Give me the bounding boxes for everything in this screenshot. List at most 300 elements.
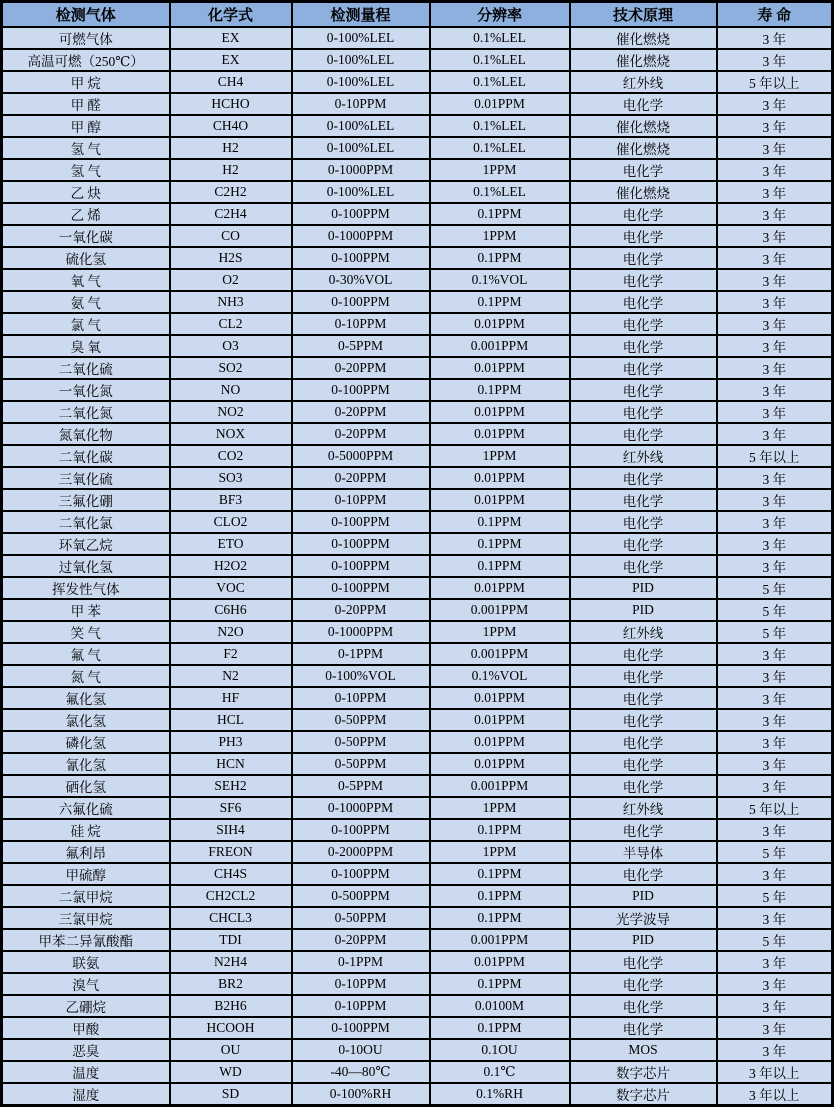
gas-cell: 氰化氢	[2, 753, 170, 775]
life-cell: 3 年	[717, 401, 833, 423]
table-row	[2, 709, 833, 731]
gas-cell: 湿度	[2, 1083, 170, 1106]
range-cell: 0-2000PPM	[292, 841, 430, 863]
principle-cell: 电化学	[570, 401, 717, 423]
life-cell: 3 年	[717, 819, 833, 841]
formula-cell: CLO2	[170, 511, 292, 533]
range-cell: 0-100%LEL	[292, 181, 430, 203]
principle-cell: 红外线	[570, 71, 717, 93]
life-cell: 3 年	[717, 357, 833, 379]
resolution-cell: 0.001PPM	[430, 599, 570, 621]
gas-cell: 甲酸	[2, 1017, 170, 1039]
formula-cell: CH4S	[170, 863, 292, 885]
life-cell: 5 年以上	[717, 71, 833, 93]
resolution-cell: 0.001PPM	[430, 643, 570, 665]
gas-cell: 六氟化硫	[2, 797, 170, 819]
range-cell: 0-100PPM	[292, 379, 430, 401]
table-row	[2, 753, 833, 775]
principle-cell: 电化学	[570, 379, 717, 401]
formula-cell: ETO	[170, 533, 292, 555]
principle-cell: 光学波导	[570, 907, 717, 929]
principle-cell: 红外线	[570, 445, 717, 467]
range-cell: 0-100PPM	[292, 555, 430, 577]
range-cell: 0-20PPM	[292, 599, 430, 621]
range-cell: 0-100PPM	[292, 291, 430, 313]
principle-cell: PID	[570, 599, 717, 621]
principle-cell: 催化燃烧	[570, 49, 717, 71]
table-row	[2, 577, 833, 599]
column-header-formula: 化学式	[170, 2, 292, 28]
table-row	[2, 401, 833, 423]
principle-cell: 电化学	[570, 665, 717, 687]
table-row	[2, 159, 833, 181]
principle-cell: PID	[570, 929, 717, 951]
column-header-range: 检测量程	[292, 2, 430, 28]
life-cell: 5 年	[717, 841, 833, 863]
resolution-cell: 0.1℃	[430, 1061, 570, 1083]
resolution-cell: 0.1PPM	[430, 863, 570, 885]
formula-cell: HCOOH	[170, 1017, 292, 1039]
principle-cell: 电化学	[570, 533, 717, 555]
gas-cell: 甲 醛	[2, 93, 170, 115]
principle-cell: MOS	[570, 1039, 717, 1061]
range-cell: 0-1000PPM	[292, 159, 430, 181]
gas-cell: 一氧化碳	[2, 225, 170, 247]
range-cell: 0-100PPM	[292, 863, 430, 885]
formula-cell: NH3	[170, 291, 292, 313]
table-row	[2, 1017, 833, 1039]
table-row	[2, 643, 833, 665]
principle-cell: 电化学	[570, 973, 717, 995]
life-cell: 3 年	[717, 665, 833, 687]
table-row	[2, 335, 833, 357]
gas-cell: 二氧化碳	[2, 445, 170, 467]
life-cell: 3 年	[717, 1039, 833, 1061]
resolution-cell: 0.01PPM	[430, 357, 570, 379]
life-cell: 3 年	[717, 753, 833, 775]
gas-cell: 氟 气	[2, 643, 170, 665]
gas-cell: 挥发性气体	[2, 577, 170, 599]
resolution-cell: 0.1PPM	[430, 379, 570, 401]
table-row	[2, 973, 833, 995]
range-cell: 0-1000PPM	[292, 797, 430, 819]
gas-cell: 二氧化氯	[2, 511, 170, 533]
table-row	[2, 445, 833, 467]
range-cell: 0-5PPM	[292, 775, 430, 797]
table-row	[2, 621, 833, 643]
resolution-cell: 1PPM	[430, 841, 570, 863]
gas-cell: 氟利昂	[2, 841, 170, 863]
principle-cell: 电化学	[570, 313, 717, 335]
resolution-cell: 0.01PPM	[430, 93, 570, 115]
resolution-cell: 0.1PPM	[430, 291, 570, 313]
range-cell: 0-100PPM	[292, 577, 430, 599]
formula-cell: O2	[170, 269, 292, 291]
gas-cell: 氯化氢	[2, 709, 170, 731]
life-cell: 3 年	[717, 181, 833, 203]
life-cell: 3 年	[717, 423, 833, 445]
resolution-cell: 0.001PPM	[430, 929, 570, 951]
principle-cell: 电化学	[570, 555, 717, 577]
table-row	[2, 71, 833, 93]
range-cell: 0-10PPM	[292, 973, 430, 995]
table-row	[2, 1083, 833, 1106]
formula-cell: CL2	[170, 313, 292, 335]
resolution-cell: 0.1%VOL	[430, 665, 570, 687]
resolution-cell: 0.0100M	[430, 995, 570, 1017]
formula-cell: CHCL3	[170, 907, 292, 929]
gas-cell: 三氧化硫	[2, 467, 170, 489]
gas-cell: 笑 气	[2, 621, 170, 643]
table-row	[2, 379, 833, 401]
range-cell: 0-50PPM	[292, 753, 430, 775]
range-cell: 0-50PPM	[292, 907, 430, 929]
principle-cell: 红外线	[570, 621, 717, 643]
gas-cell: 硒化氢	[2, 775, 170, 797]
formula-cell: N2O	[170, 621, 292, 643]
formula-cell: SD	[170, 1083, 292, 1106]
formula-cell: WD	[170, 1061, 292, 1083]
life-cell: 3 年	[717, 995, 833, 1017]
life-cell: 5 年	[717, 599, 833, 621]
formula-cell: HCN	[170, 753, 292, 775]
table-row	[2, 1061, 833, 1083]
formula-cell: TDI	[170, 929, 292, 951]
range-cell: 0-100%LEL	[292, 27, 430, 49]
gas-cell: 三氯甲烷	[2, 907, 170, 929]
resolution-cell: 0.1%LEL	[430, 181, 570, 203]
table-row	[2, 467, 833, 489]
resolution-cell: 0.1PPM	[430, 511, 570, 533]
life-cell: 3 年	[717, 973, 833, 995]
principle-cell: 电化学	[570, 643, 717, 665]
life-cell: 3 年	[717, 1017, 833, 1039]
formula-cell: OU	[170, 1039, 292, 1061]
resolution-cell: 1PPM	[430, 621, 570, 643]
gas-cell: 恶臭	[2, 1039, 170, 1061]
table-row	[2, 511, 833, 533]
table-body	[2, 27, 833, 1106]
formula-cell: F2	[170, 643, 292, 665]
formula-cell: CO	[170, 225, 292, 247]
resolution-cell: 0.01PPM	[430, 489, 570, 511]
principle-cell: 电化学	[570, 489, 717, 511]
gas-cell: 甲苯二异氰酸酯	[2, 929, 170, 951]
resolution-cell: 0.1%LEL	[430, 137, 570, 159]
principle-cell: 数字芯片	[570, 1061, 717, 1083]
range-cell: 0-10PPM	[292, 489, 430, 511]
resolution-cell: 0.1PPM	[430, 533, 570, 555]
life-cell: 3 年以上	[717, 1083, 833, 1106]
range-cell: 0-1PPM	[292, 951, 430, 973]
life-cell: 3 年	[717, 907, 833, 929]
table-row	[2, 225, 833, 247]
formula-cell: H2	[170, 137, 292, 159]
gas-cell: 乙 炔	[2, 181, 170, 203]
formula-cell: C2H4	[170, 203, 292, 225]
gas-cell: 甲 烷	[2, 71, 170, 93]
life-cell: 3 年	[717, 313, 833, 335]
gas-cell: 氮氧化物	[2, 423, 170, 445]
formula-cell: FREON	[170, 841, 292, 863]
range-cell: 0-100PPM	[292, 533, 430, 555]
life-cell: 3 年	[717, 863, 833, 885]
table-row	[2, 775, 833, 797]
principle-cell: 电化学	[570, 269, 717, 291]
table-row	[2, 929, 833, 951]
resolution-cell: 0.01PPM	[430, 577, 570, 599]
table-row	[2, 247, 833, 269]
range-cell: 0-100%LEL	[292, 137, 430, 159]
life-cell: 3 年	[717, 335, 833, 357]
principle-cell: 电化学	[570, 995, 717, 1017]
principle-cell: 电化学	[570, 775, 717, 797]
formula-cell: O3	[170, 335, 292, 357]
formula-cell: H2O2	[170, 555, 292, 577]
life-cell: 3 年	[717, 49, 833, 71]
table-row	[2, 181, 833, 203]
life-cell: 3 年	[717, 555, 833, 577]
formula-cell: N2H4	[170, 951, 292, 973]
resolution-cell: 0.01PPM	[430, 467, 570, 489]
principle-cell: 电化学	[570, 335, 717, 357]
range-cell: 0-100PPM	[292, 511, 430, 533]
table-row	[2, 423, 833, 445]
range-cell: 0-10OU	[292, 1039, 430, 1061]
life-cell: 3 年	[717, 775, 833, 797]
gas-cell: 环氧乙烷	[2, 533, 170, 555]
life-cell: 3 年	[717, 225, 833, 247]
life-cell: 3 年	[717, 643, 833, 665]
life-cell: 3 年以上	[717, 1061, 833, 1083]
table-row	[2, 555, 833, 577]
life-cell: 5 年以上	[717, 797, 833, 819]
table-row	[2, 533, 833, 555]
formula-cell: VOC	[170, 577, 292, 599]
life-cell: 3 年	[717, 379, 833, 401]
principle-cell: 催化燃烧	[570, 137, 717, 159]
formula-cell: HCHO	[170, 93, 292, 115]
life-cell: 3 年	[717, 247, 833, 269]
table-row	[2, 489, 833, 511]
gas-cell: 二氧化硫	[2, 357, 170, 379]
range-cell: 0-100PPM	[292, 819, 430, 841]
gas-cell: 可燃气体	[2, 27, 170, 49]
formula-cell: C2H2	[170, 181, 292, 203]
formula-cell: H2S	[170, 247, 292, 269]
range-cell: 0-500PPM	[292, 885, 430, 907]
life-cell: 3 年	[717, 115, 833, 137]
table-row	[2, 797, 833, 819]
range-cell: 0-50PPM	[292, 709, 430, 731]
range-cell: 0-100PPM	[292, 247, 430, 269]
range-cell: 0-1PPM	[292, 643, 430, 665]
gas-cell: 联氨	[2, 951, 170, 973]
resolution-cell: 0.1PPM	[430, 247, 570, 269]
resolution-cell: 0.01PPM	[430, 709, 570, 731]
table-row	[2, 269, 833, 291]
table-row	[2, 203, 833, 225]
range-cell: 0-20PPM	[292, 357, 430, 379]
table-row	[2, 93, 833, 115]
table-row	[2, 863, 833, 885]
principle-cell: 电化学	[570, 753, 717, 775]
resolution-cell: 1PPM	[430, 159, 570, 181]
table-row	[2, 995, 833, 1017]
principle-cell: 催化燃烧	[570, 27, 717, 49]
principle-cell: 电化学	[570, 203, 717, 225]
gas-cell: 氮 气	[2, 665, 170, 687]
resolution-cell: 0.1PPM	[430, 907, 570, 929]
range-cell: 0-10PPM	[292, 93, 430, 115]
gas-cell: 氨 气	[2, 291, 170, 313]
life-cell: 3 年	[717, 951, 833, 973]
gas-cell: 甲硫醇	[2, 863, 170, 885]
range-cell: 0-5000PPM	[292, 445, 430, 467]
range-cell: 0-1000PPM	[292, 621, 430, 643]
resolution-cell: 1PPM	[430, 797, 570, 819]
principle-cell: 催化燃烧	[570, 181, 717, 203]
range-cell: 0-10PPM	[292, 313, 430, 335]
principle-cell: 电化学	[570, 159, 717, 181]
range-cell: 0-20PPM	[292, 467, 430, 489]
principle-cell: PID	[570, 577, 717, 599]
range-cell: -40—80℃	[292, 1061, 430, 1083]
range-cell: 0-5PPM	[292, 335, 430, 357]
resolution-cell: 0.1%LEL	[430, 71, 570, 93]
gas-cell: 氢 气	[2, 159, 170, 181]
formula-cell: CO2	[170, 445, 292, 467]
range-cell: 0-20PPM	[292, 401, 430, 423]
life-cell: 3 年	[717, 687, 833, 709]
formula-cell: BR2	[170, 973, 292, 995]
gas-cell: 三氟化硼	[2, 489, 170, 511]
gas-cell: 氢 气	[2, 137, 170, 159]
life-cell: 5 年	[717, 621, 833, 643]
resolution-cell: 0.1OU	[430, 1039, 570, 1061]
resolution-cell: 0.01PPM	[430, 753, 570, 775]
gas-cell: 乙 烯	[2, 203, 170, 225]
formula-cell: EX	[170, 27, 292, 49]
resolution-cell: 0.01PPM	[430, 401, 570, 423]
resolution-cell: 0.1PPM	[430, 973, 570, 995]
formula-cell: SEH2	[170, 775, 292, 797]
life-cell: 3 年	[717, 159, 833, 181]
gas-cell: 二氧化氮	[2, 401, 170, 423]
principle-cell: 电化学	[570, 247, 717, 269]
table-row	[2, 841, 833, 863]
principle-cell: 电化学	[570, 1017, 717, 1039]
table-row	[2, 27, 833, 49]
formula-cell: NOX	[170, 423, 292, 445]
resolution-cell: 0.1PPM	[430, 819, 570, 841]
formula-cell: CH2CL2	[170, 885, 292, 907]
formula-cell: BF3	[170, 489, 292, 511]
range-cell: 0-100PPM	[292, 203, 430, 225]
principle-cell: 电化学	[570, 951, 717, 973]
principle-cell: 电化学	[570, 357, 717, 379]
range-cell: 0-20PPM	[292, 929, 430, 951]
table-row	[2, 1039, 833, 1061]
column-header-gas: 检测气体	[2, 2, 170, 28]
principle-cell: 电化学	[570, 291, 717, 313]
life-cell: 5 年	[717, 885, 833, 907]
resolution-cell: 0.01PPM	[430, 731, 570, 753]
formula-cell: EX	[170, 49, 292, 71]
formula-cell: SO2	[170, 357, 292, 379]
resolution-cell: 0.1PPM	[430, 885, 570, 907]
range-cell: 0-100%LEL	[292, 49, 430, 71]
life-cell: 3 年	[717, 533, 833, 555]
range-cell: 0-30%VOL	[292, 269, 430, 291]
gas-cell: 高温可燃（250℃）	[2, 49, 170, 71]
formula-cell: NO	[170, 379, 292, 401]
principle-cell: 电化学	[570, 709, 717, 731]
table-row	[2, 137, 833, 159]
gas-cell: 乙硼烷	[2, 995, 170, 1017]
table-row	[2, 665, 833, 687]
principle-cell: 数字芯片	[570, 1083, 717, 1106]
resolution-cell: 0.1PPM	[430, 1017, 570, 1039]
formula-cell: CH4O	[170, 115, 292, 137]
life-cell: 3 年	[717, 489, 833, 511]
range-cell: 0-100%LEL	[292, 71, 430, 93]
formula-cell: SF6	[170, 797, 292, 819]
life-cell: 3 年	[717, 137, 833, 159]
range-cell: 0-50PPM	[292, 731, 430, 753]
formula-cell: H2	[170, 159, 292, 181]
column-header-principle: 技术原理	[570, 2, 717, 28]
gas-cell: 氯 气	[2, 313, 170, 335]
gas-cell: 氟化氢	[2, 687, 170, 709]
range-cell: 0-100%LEL	[292, 115, 430, 137]
formula-cell: C6H6	[170, 599, 292, 621]
life-cell: 3 年	[717, 467, 833, 489]
gas-cell: 硅 烷	[2, 819, 170, 841]
principle-cell: 红外线	[570, 797, 717, 819]
gas-cell: 磷化氢	[2, 731, 170, 753]
resolution-cell: 0.1%VOL	[430, 269, 570, 291]
principle-cell: 半导体	[570, 841, 717, 863]
formula-cell: HCL	[170, 709, 292, 731]
table-row	[2, 115, 833, 137]
table-row	[2, 951, 833, 973]
principle-cell: 电化学	[570, 423, 717, 445]
formula-cell: CH4	[170, 71, 292, 93]
resolution-cell: 0.1%LEL	[430, 49, 570, 71]
resolution-cell: 0.1PPM	[430, 555, 570, 577]
table-row	[2, 907, 833, 929]
resolution-cell: 0.01PPM	[430, 951, 570, 973]
formula-cell: PH3	[170, 731, 292, 753]
range-cell: 0-10PPM	[292, 995, 430, 1017]
range-cell: 0-100PPM	[292, 1017, 430, 1039]
life-cell: 3 年	[717, 511, 833, 533]
gas-cell: 甲 苯	[2, 599, 170, 621]
resolution-cell: 0.1PPM	[430, 203, 570, 225]
gas-cell: 二氯甲烷	[2, 885, 170, 907]
life-cell: 3 年	[717, 27, 833, 49]
table-row	[2, 885, 833, 907]
table-row	[2, 291, 833, 313]
principle-cell: 电化学	[570, 731, 717, 753]
column-header-life: 寿 命	[717, 2, 833, 28]
gas-cell: 氧 气	[2, 269, 170, 291]
table-row	[2, 731, 833, 753]
formula-cell: B2H6	[170, 995, 292, 1017]
table-row	[2, 599, 833, 621]
range-cell: 0-100%VOL	[292, 665, 430, 687]
